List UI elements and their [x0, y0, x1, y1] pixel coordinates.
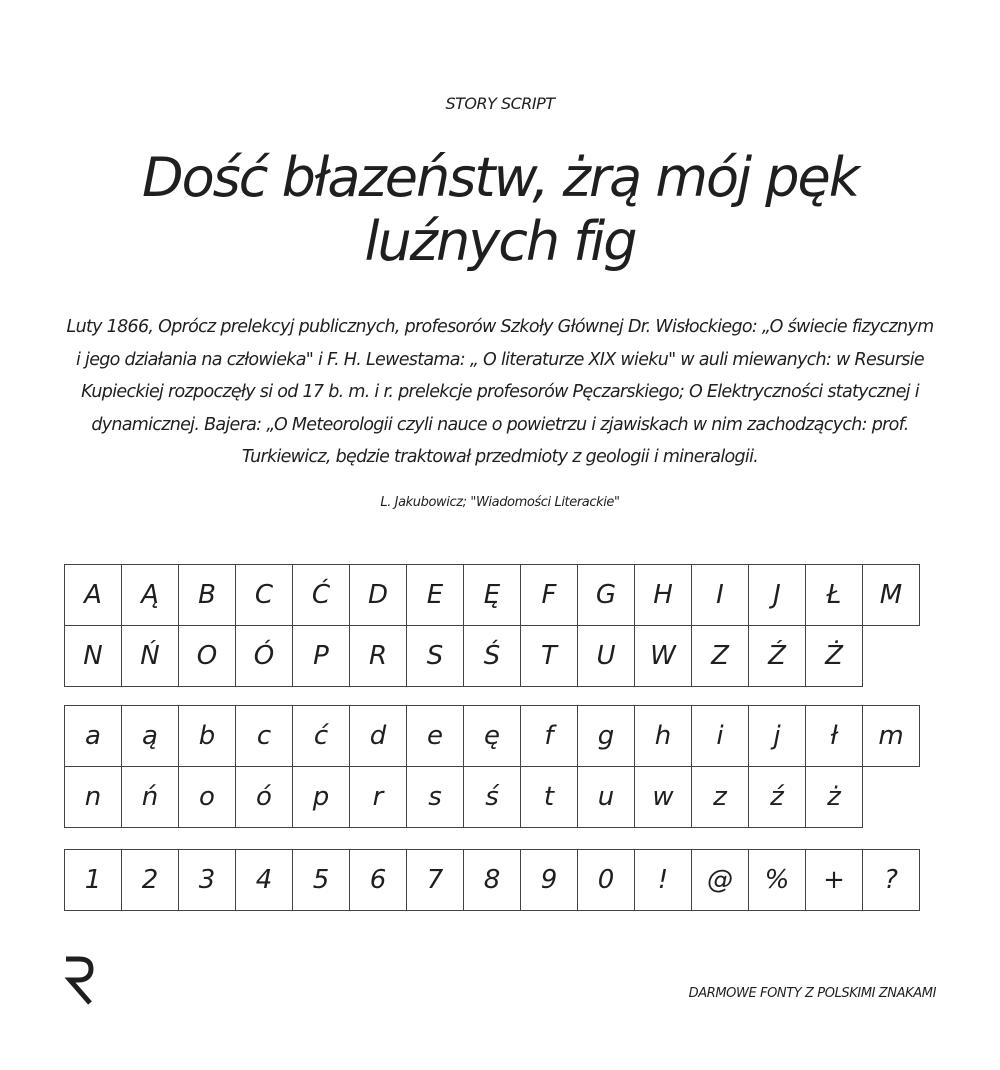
- glyph-cell: m: [862, 705, 920, 767]
- glyph-cell: S: [406, 625, 464, 687]
- glyph-cell: c: [235, 705, 293, 767]
- glyph-cell: @: [691, 849, 749, 911]
- glyph-cell: ą: [121, 705, 179, 767]
- pangram-heading: Dość błazeństw, żrą mój pęk luźnych fig: [141, 146, 858, 273]
- glyph-cell: p: [292, 766, 350, 828]
- glyph-cell: A: [64, 564, 122, 626]
- glyph-cell: g: [577, 705, 635, 767]
- glyph-cell: ł: [805, 705, 863, 767]
- glyph-cell: d: [349, 705, 407, 767]
- glyph-cell: r: [349, 766, 407, 828]
- glyph-cell: Ó: [235, 625, 293, 687]
- glyph-cell: ?: [862, 849, 920, 911]
- glyph-cell: ż: [805, 766, 863, 828]
- glyph-cell: Ź: [748, 625, 806, 687]
- glyph-cell: O: [178, 625, 236, 687]
- glyph-cell: T: [520, 625, 578, 687]
- glyph-cell: H: [634, 564, 692, 626]
- glyph-cell: I: [691, 564, 749, 626]
- glyph-cell: 3: [178, 849, 236, 911]
- glyph-cell: s: [406, 766, 464, 828]
- glyph-row: [64, 625, 919, 687]
- glyph-cell: 8: [463, 849, 521, 911]
- font-name-title: STORY SCRIPT: [445, 94, 555, 113]
- glyph-cell: W: [634, 625, 692, 687]
- glyph-cell: ź: [748, 766, 806, 828]
- glyph-cell: M: [862, 564, 920, 626]
- glyph-cell: F: [520, 564, 578, 626]
- glyph-cell: 1: [64, 849, 122, 911]
- glyph-cell: a: [64, 705, 122, 767]
- glyph-cell: C: [235, 564, 293, 626]
- footer-tagline: DARMOWE FONTY Z POLSKIMI ZNAKAMI: [688, 986, 936, 1001]
- glyph-cell: u: [577, 766, 635, 828]
- glyph-cell: Ś: [463, 625, 521, 687]
- glyph-cell: ó: [235, 766, 293, 828]
- glyph-row: [64, 849, 919, 911]
- glyph-cell: 9: [520, 849, 578, 911]
- glyph-cell: ś: [463, 766, 521, 828]
- glyph-cell: f: [520, 705, 578, 767]
- lowercase-glyph-table: [64, 705, 919, 828]
- glyph-cell: 2: [121, 849, 179, 911]
- glyph-cell: Z: [691, 625, 749, 687]
- glyph-cell: w: [634, 766, 692, 828]
- glyph-cell: ń: [121, 766, 179, 828]
- glyph-cell: N: [64, 625, 122, 687]
- glyph-cell: B: [178, 564, 236, 626]
- uppercase-glyph-table: [64, 564, 919, 687]
- r-logo-icon: [62, 955, 94, 1007]
- glyph-cell: 4: [235, 849, 293, 911]
- glyph-cell: i: [691, 705, 749, 767]
- glyph-cell: z: [691, 766, 749, 828]
- glyph-cell: %: [748, 849, 806, 911]
- glyph-cell: Ć: [292, 564, 350, 626]
- glyph-cell: J: [748, 564, 806, 626]
- glyph-row: [64, 766, 919, 828]
- glyph-cell: Ł: [805, 564, 863, 626]
- glyph-cell: ę: [463, 705, 521, 767]
- glyph-cell: +: [805, 849, 863, 911]
- glyph-cell: E: [406, 564, 464, 626]
- glyph-row: [64, 564, 919, 626]
- glyph-cell: Ń: [121, 625, 179, 687]
- attribution-text: L. Jakubowicz; "Wiadomości Literackie": [380, 495, 620, 510]
- glyph-cell: t: [520, 766, 578, 828]
- glyph-cell: n: [64, 766, 122, 828]
- glyph-cell: e: [406, 705, 464, 767]
- glyph-cell: U: [577, 625, 635, 687]
- glyph-cell: Ę: [463, 564, 521, 626]
- glyph-cell: G: [577, 564, 635, 626]
- glyph-cell: b: [178, 705, 236, 767]
- glyph-cell: Ą: [121, 564, 179, 626]
- glyph-cell: !: [634, 849, 692, 911]
- glyph-cell: P: [292, 625, 350, 687]
- glyph-cell: ć: [292, 705, 350, 767]
- numbers-symbols-glyph-table: [64, 849, 919, 911]
- glyph-cell: h: [634, 705, 692, 767]
- glyph-cell: R: [349, 625, 407, 687]
- glyph-cell: o: [178, 766, 236, 828]
- glyph-cell: 7: [406, 849, 464, 911]
- glyph-cell: D: [349, 564, 407, 626]
- glyph-row: [64, 705, 919, 767]
- glyph-cell: Ż: [805, 625, 863, 687]
- specimen-paragraph: Luty 1866, Oprócz prelekcyj publicznych, profesorów Szkoły Głównej Dr. Wisłockiego: „O świecie fizycznym i jego działania na człowieka" i F. H. Lewestama: „ O literaturze XIX wieku" w auli miewanych: w Resursie Kupieckiej rozpoczęły si od 17 b. m. i r. prelekcje profesorów Pęczarskiego; O Elektryczności statycznej i dynamicznej. Bajera: „O Meteorologii czyli nauce o powietrzu i zjawiskach w nim zachodzących: prof. Turkiewicz, będzie traktował przedmioty z geologii i mineralogii.: [66, 317, 934, 467]
- glyph-cell: 5: [292, 849, 350, 911]
- glyph-cell: 6: [349, 849, 407, 911]
- glyph-cell: 0: [577, 849, 635, 911]
- glyph-cell: j: [748, 705, 806, 767]
